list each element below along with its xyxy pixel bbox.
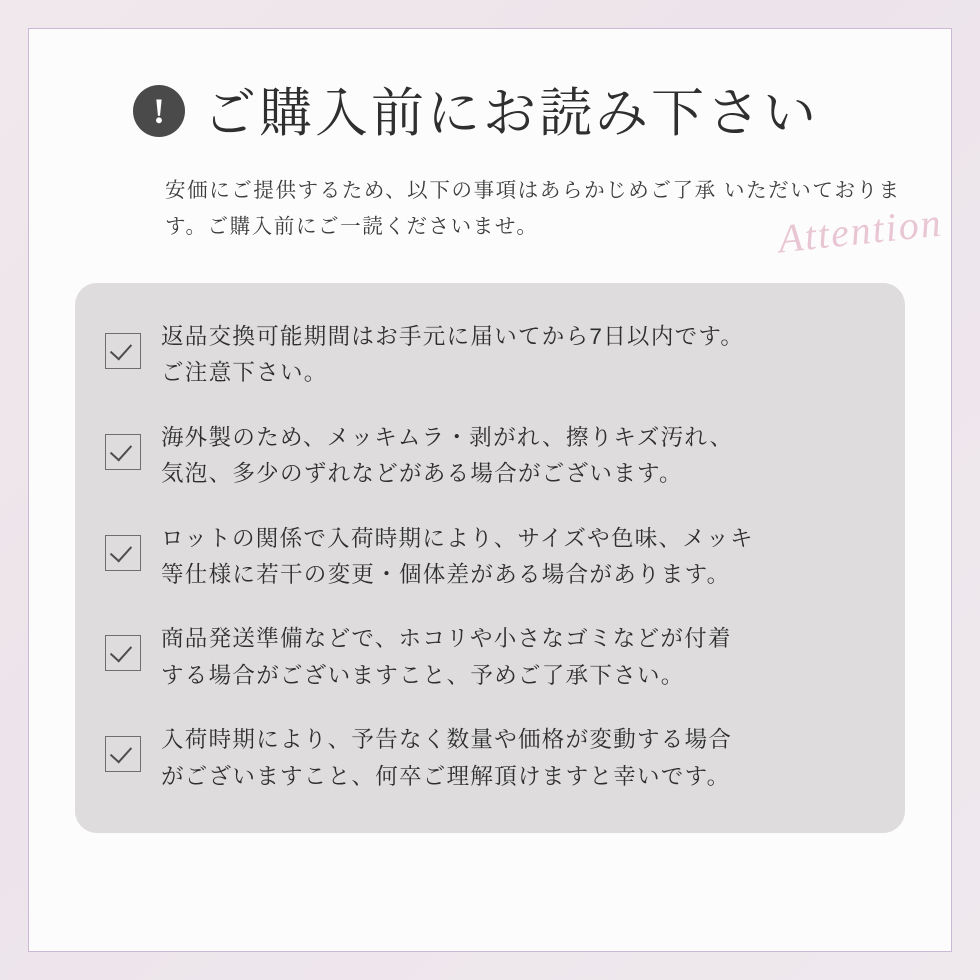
checkbox-icon[interactable] (105, 635, 141, 671)
inner-frame (28, 28, 952, 952)
exclamation-icon: ! (133, 85, 185, 137)
list-item-text (161, 519, 754, 594)
lead-line-2: いただいております。ご購入前にご一読くださいませ。 (165, 179, 901, 238)
list-item-line-1: 商品発送準備などで、ホコリや小さなゴミなどが付着 (161, 626, 732, 652)
notice-list (75, 283, 905, 833)
list-item-line-2: 等仕様に若干の変更・個体差がある場合があります。 (161, 561, 731, 587)
list-item-text (161, 619, 732, 694)
list-item-line-2: がございますこと、何卒ご理解頂けますと幸いです。 (161, 763, 731, 789)
list-item (105, 519, 871, 594)
list-item (105, 418, 871, 493)
list-item-line-2: ご注意下さい。 (161, 360, 328, 386)
lead-paragraph (165, 173, 905, 245)
list-item-text (161, 418, 733, 493)
checkbox-icon[interactable] (105, 535, 141, 571)
list-item (105, 317, 871, 392)
list-item-line-1: 入荷時期により、予告なく数量や価格が変動する場合 (161, 727, 733, 753)
page-header (75, 71, 905, 147)
checkbox-icon[interactable] (105, 333, 141, 369)
page-title: ご購入前にお読み下さい (203, 85, 819, 143)
checkbox-icon[interactable] (105, 434, 141, 470)
list-item (105, 720, 871, 795)
list-item-line-2: する場合がございますこと、予めご了承下さい。 (161, 662, 685, 688)
list-item-line-2: 気泡、多少のずれなどがある場合がございます。 (161, 461, 683, 487)
checkbox-icon[interactable] (105, 736, 141, 772)
lead-line-1: 安価にご提供するため、以下の事項はあらかじめご了承 (165, 179, 717, 202)
list-item (105, 619, 871, 694)
list-item-line-1: 海外製のため、メッキムラ・剥がれ、擦りキズ汚れ、 (161, 424, 734, 450)
list-item-line-1: 返品交換可能期間はお手元に届いてから7日以内です。 (161, 323, 745, 349)
list-item-text (161, 720, 732, 795)
attention-script-mark: Attention (776, 199, 945, 262)
list-item-text (161, 317, 744, 392)
list-item-line-1: ロットの関係で入荷時期により、サイズや色味、メッキ (161, 525, 754, 551)
